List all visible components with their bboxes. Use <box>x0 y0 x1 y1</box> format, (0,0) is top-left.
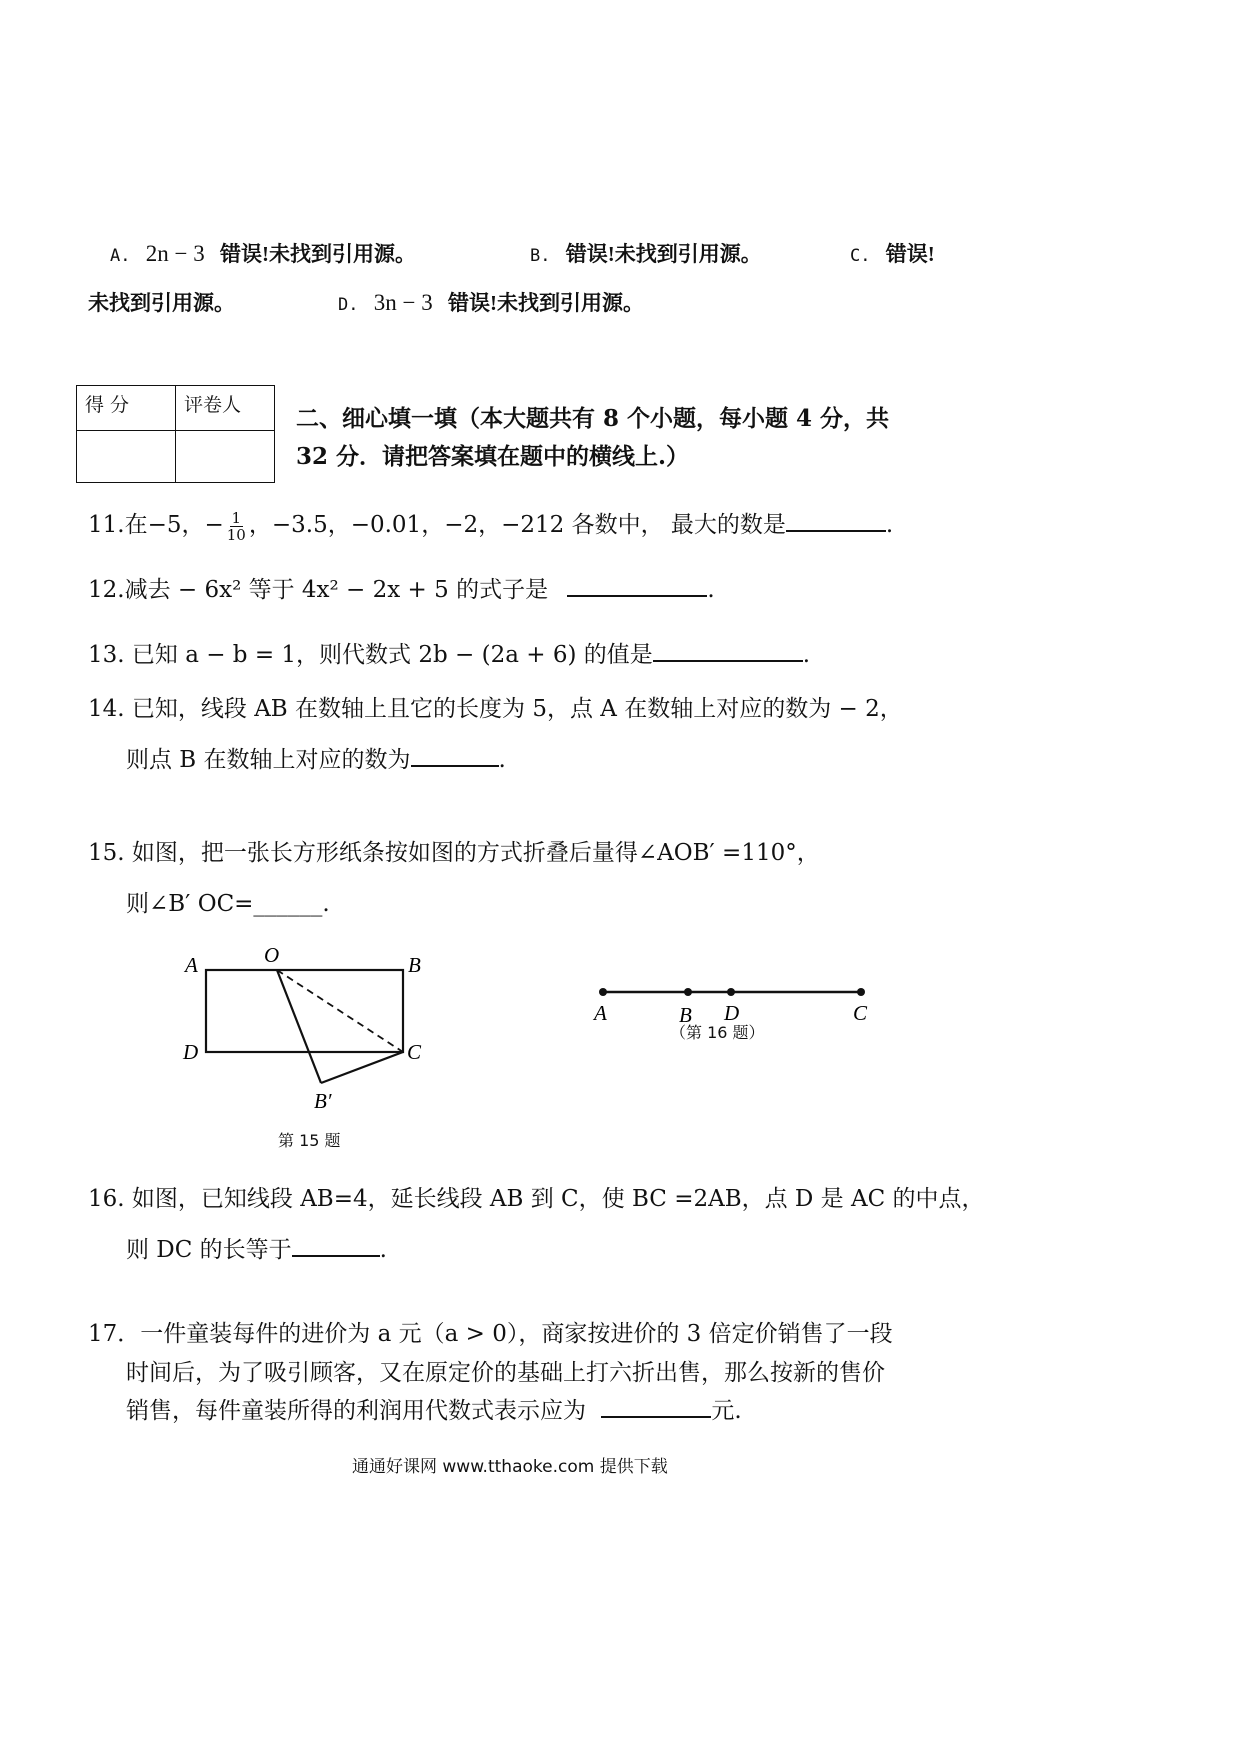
grader-header: 评卷人 <box>176 386 275 431</box>
fig15-line-bc <box>321 1052 403 1083</box>
fig15-label-c: C <box>407 1040 422 1064</box>
q11-fraction <box>227 510 246 543</box>
option-a-letter: A. <box>110 246 131 266</box>
page-footer: 通通好课网 www.tthaoke.com 提供下载 <box>352 1457 668 1477</box>
score-table <box>76 385 275 483</box>
option-d <box>338 287 644 317</box>
fig16-label-d: D <box>724 1001 740 1025</box>
q13-end: . <box>802 642 811 668</box>
q11-prefix: 11.在−5，− <box>88 512 224 538</box>
q11-suffix: ，−3.5，−0.01，−2，−212 各数中， 最大的数是 <box>248 512 786 538</box>
question-14-line1: 14. 已知，线段 AB 在数轴上且它的长度为 5，点 A 在数轴上对应的数为 − 2， <box>88 696 903 722</box>
fig15-label-bprime: B′ <box>314 1089 332 1113</box>
fig15-label-d: D <box>183 1040 199 1064</box>
figure-16 <box>590 975 880 1055</box>
score-cell[interactable] <box>77 431 176 483</box>
q13-answer-blank[interactable] <box>653 638 803 662</box>
question-11 <box>88 506 893 543</box>
grader-cell[interactable] <box>176 431 275 483</box>
q16-line2-text: 则 DC 的长等于 <box>126 1237 292 1263</box>
option-b-error: 错误!未找到引用源。 <box>565 242 762 266</box>
q11-end: . <box>885 512 894 538</box>
fig15-label-a: A <box>185 953 198 977</box>
fig16-point-a <box>599 988 607 996</box>
fig15-caption: 第 15 题 <box>278 1131 341 1150</box>
q17-end: 元. <box>711 1398 742 1424</box>
option-d-letter: D. <box>338 295 359 315</box>
option-c-error-2: 未找到引用源。 <box>88 291 235 315</box>
option-a-math: 2n − 3 <box>145 241 205 266</box>
option-c-error-1: 错误! <box>885 242 935 266</box>
question-15-line1: 15. 如图，把一张长方形纸条按如图的方式折叠后量得∠AOB′ =110°， <box>88 840 820 866</box>
option-a <box>110 238 416 268</box>
question-13 <box>88 636 810 669</box>
q12-answer-blank[interactable] <box>567 573 707 597</box>
q12-text: 12.减去 − 6x² 等于 4x² − 2x + 5 的式子是 <box>88 577 549 603</box>
option-d-math: 3n − 3 <box>373 290 433 315</box>
q14-answer-blank[interactable] <box>411 743 499 767</box>
score-header: 得 分 <box>77 386 176 431</box>
question-14-line2 <box>126 741 506 774</box>
section-2-heading <box>296 400 889 476</box>
fig16-label-a: A <box>594 1001 607 1025</box>
fig16-label-c: C <box>853 1001 868 1025</box>
q12-end: . <box>707 577 715 603</box>
fig16-point-c <box>857 988 865 996</box>
question-17-line3 <box>126 1392 742 1425</box>
q16-end: . <box>379 1237 387 1263</box>
q14-line2-text: 则点 B 在数轴上对应的数为 <box>126 747 411 773</box>
fig15-fold-line-ob <box>277 970 321 1083</box>
option-c-cont <box>88 287 235 317</box>
question-16-line2 <box>126 1231 387 1264</box>
q11-frac-num: 1 <box>231 508 242 527</box>
section-2-line1: 二、细心填一填（本大题共有 8 个小题，每小题 4 分，共 <box>296 405 890 432</box>
fig16-point-b <box>684 988 692 996</box>
q16-answer-blank[interactable] <box>292 1233 380 1257</box>
q13-text: 13. 已知 a − b = 1，则代数式 2b − (2a + 6) 的值是 <box>88 642 653 668</box>
question-17-line1: 17．一件童装每件的进价为 a 元（a > 0），商家按进价的 3 倍定价销售了一段 <box>88 1321 893 1347</box>
option-c <box>850 238 935 268</box>
option-b <box>530 238 762 268</box>
question-17-line2: 时间后，为了吸引顾客，又在原定价的基础上打六折出售，那么按新的售价 <box>126 1360 885 1386</box>
option-c-letter: C. <box>850 246 871 266</box>
fig16-caption: （第 16 题） <box>670 1023 765 1042</box>
fig15-label-b: B <box>408 953 421 977</box>
q14-end: . <box>498 747 506 773</box>
q17-answer-blank[interactable] <box>601 1394 711 1418</box>
q11-frac-den: 10 <box>226 525 246 544</box>
q17-line3-text: 销售，每件童装所得的利润用代数式表示应为 <box>126 1398 586 1424</box>
figure-15 <box>180 940 440 1115</box>
question-15-line2: 则∠B′ OC=______. <box>126 891 330 917</box>
section-2-line2: 32 分．请把答案填在题中的横线上.） <box>296 443 690 470</box>
option-b-letter: B. <box>530 246 551 266</box>
question-16-line1: 16. 如图，已知线段 AB=4，延长线段 AB 到 C，使 BC =2AB，点 D 是 AC 的中点， <box>88 1186 985 1212</box>
fig15-dashed-oc <box>277 970 403 1052</box>
question-12 <box>88 571 715 604</box>
fig16-point-d <box>727 988 735 996</box>
q11-answer-blank[interactable] <box>786 508 886 532</box>
fig15-label-o: O <box>264 943 280 967</box>
option-d-error: 错误!未找到引用源。 <box>447 291 644 315</box>
option-a-error: 错误!未找到引用源。 <box>219 242 416 266</box>
fig16-label-b: B <box>679 1003 692 1027</box>
